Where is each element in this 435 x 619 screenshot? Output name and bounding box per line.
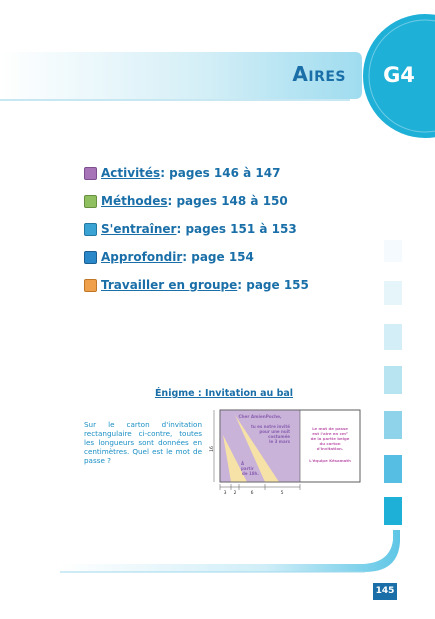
toc-pages: : page 155 bbox=[237, 278, 309, 292]
toc-link[interactable]: Approfondir bbox=[101, 250, 183, 264]
card-right-1: Le mot de passe bbox=[312, 426, 348, 431]
chapter-banner bbox=[0, 0, 435, 160]
side-bar-3 bbox=[384, 324, 402, 350]
page-number: 145 bbox=[373, 583, 397, 600]
purple-square-icon bbox=[84, 167, 97, 180]
card-line-6: partir bbox=[241, 466, 254, 471]
height-label: 16 bbox=[210, 446, 215, 452]
blue-square-icon bbox=[84, 223, 97, 236]
chapter-title: Aires bbox=[292, 62, 346, 86]
card-right-4: du carton bbox=[319, 441, 341, 446]
bottom-label-4: 5 bbox=[280, 491, 284, 495]
enigma-text: Sur le carton d'invitation rectangulaire ci-contre, toutes les longueurs sont données en centimètres. Quel est le mot de passe ? bbox=[84, 420, 202, 465]
toc-item-activites[interactable] bbox=[84, 165, 280, 181]
invitation-card-figure bbox=[205, 405, 365, 495]
toc-link[interactable]: S'entraîner bbox=[101, 222, 177, 236]
bottom-label-3: 6 bbox=[250, 491, 254, 495]
orange-square-icon bbox=[84, 279, 97, 292]
toc-link[interactable]: Activités bbox=[101, 166, 161, 180]
side-bar-2 bbox=[384, 281, 402, 305]
side-bar-4 bbox=[384, 366, 402, 394]
toc-link[interactable]: Travailler en groupe bbox=[101, 278, 238, 292]
card-line-3: costumée bbox=[268, 434, 290, 439]
dark-blue-square-icon bbox=[84, 251, 97, 264]
toc-item-methodes[interactable] bbox=[84, 193, 288, 209]
bottom-swoosh bbox=[0, 530, 435, 619]
bottom-label-2: 2 bbox=[233, 491, 237, 495]
side-bar-6 bbox=[384, 455, 402, 483]
toc-link[interactable]: Méthodes bbox=[101, 194, 168, 208]
side-bar-7 bbox=[384, 497, 402, 525]
chapter-code: G4 bbox=[383, 63, 415, 87]
toc-pages: : pages 146 à 147 bbox=[160, 166, 281, 180]
card-right-3: de la partie beige bbox=[310, 436, 350, 441]
enigma-title: Énigme : Invitation au bal bbox=[154, 388, 294, 399]
side-bar-5 bbox=[384, 411, 402, 439]
card-right-2: est l'aire en cm² bbox=[312, 431, 348, 436]
toc-pages: : page 154 bbox=[182, 250, 254, 264]
card-line-1: tu es notre invité bbox=[250, 424, 290, 429]
toc-item-sentrainer[interactable] bbox=[84, 221, 297, 237]
green-square-icon bbox=[84, 195, 97, 208]
card-line-2: pour une nuit bbox=[259, 429, 290, 434]
toc-pages: : pages 148 à 150 bbox=[167, 194, 288, 208]
toc-item-travailler-en-groupe[interactable] bbox=[84, 277, 309, 293]
side-bar-1 bbox=[384, 240, 402, 262]
card-line-5: À bbox=[241, 461, 245, 466]
card-right-5: d'invitation. bbox=[316, 446, 344, 451]
toc-pages: : pages 151 à 153 bbox=[176, 222, 297, 236]
bottom-label-1: 3 bbox=[223, 491, 227, 495]
card-greeting: Cher AmienPoche, bbox=[238, 414, 282, 419]
toc-item-approfondir[interactable] bbox=[84, 249, 254, 265]
card-line-4: le 3 mars bbox=[269, 439, 290, 444]
card-line-7: de 18h. bbox=[242, 471, 259, 476]
card-signature: L'équipe Késamath bbox=[309, 458, 351, 463]
